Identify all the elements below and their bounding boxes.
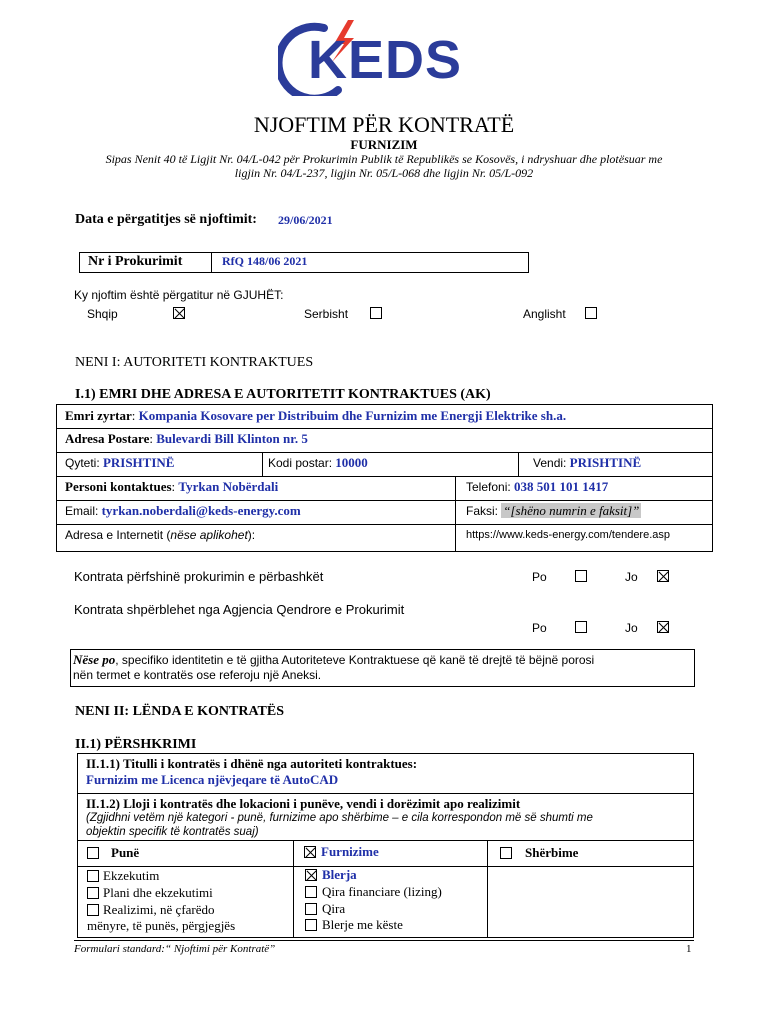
language-shqip-label: Shqip [87,307,118,321]
logo-wordmark: KEDS [308,30,463,90]
procurement-value[interactable]: RfQ 148/06 2021 [222,254,308,268]
city-value[interactable]: PRISHTINË [102,455,175,470]
joint-q2-po-checkbox[interactable] [575,621,587,633]
keds-logo [278,18,478,96]
language-anglisht-label: Anglisht [523,307,566,321]
joint-q1-po-label: Po [532,570,547,584]
works-item-execution: Ekzekutim [103,868,160,883]
works-item-plan: Plani dhe ekzekutimi [103,885,213,900]
page-subtitle: FURNIZIM [350,137,418,152]
internet-value[interactable]: https://www.keds-energy.com/tendere.asp [466,529,671,541]
section1-subheading: I.1) EMRI DHE ADRESA E AUTORITETIT KONTRAKTUES (AK) [75,387,491,402]
works-item-realization-cont: mënyre, të punës, përgjegjës [87,918,236,933]
supplies-item-rent-checkbox[interactable] [305,903,317,915]
supplies-checkbox[interactable] [304,846,316,858]
language-serbisht-label: Serbisht [304,307,349,321]
language-serbisht-checkbox[interactable] [370,307,382,319]
works-item-realization: Realizimi, në çfarëdo [103,902,215,917]
contract-title-value[interactable]: Furnizim me Licenca njëvjeqare të AutoCAD [86,772,339,787]
works-item-realization-checkbox[interactable] [87,904,99,916]
supplies-item-leasing: Qira financiare (lizing) [322,884,442,899]
joint-q1-jo-checkbox[interactable] [657,570,669,582]
procurement-label: Nr i Prokurimit [88,254,183,269]
supplies-item-leasing-checkbox[interactable] [305,886,317,898]
country-row [533,455,641,471]
phone-row [466,479,608,495]
page-title: NJOFTIM PËR KONTRATË [253,112,515,137]
joint-question-1: Kontrata përfshinë prokurimin e përbashkët [74,569,324,584]
services-label: Shërbime [525,845,579,860]
fax-value[interactable]: “[shëno numrin e faksit]” [503,503,640,518]
fax-row [466,503,641,519]
footer-divider [74,940,694,941]
contact-row: Personi kontaktues: Tyrkan Nobërdali [65,479,279,494]
joint-question-2: Kontrata shpërblehet nga Agjencia Qendrore e Prokurimit [74,602,405,617]
language-anglisht-checkbox[interactable] [585,307,597,319]
supplies-item-purchase-checkbox[interactable] [305,869,317,881]
phone-value[interactable]: 038 501 101 1417 [513,479,609,494]
joint-note-bold: Nëse po [73,652,116,667]
section1-heading: NENI I: AUTORITETI KONTRAKTUES [75,355,314,370]
legal-line-2: ligjin Nr. 04/L-237, ligjin Nr. 05/L-068 dhe ligjin Nr. 05/L-092 [234,166,534,180]
joint-q2-jo-label: Jo [625,621,638,635]
official-name-label: Emri zyrtar [65,408,132,423]
email-value[interactable]: tyrkan.noberdali@keds-energy.com [101,503,301,518]
country-value[interactable]: PRISHTINË [569,455,642,470]
contract-title-label: II.1.1) Titulli i kontratës i dhënë nga autoriteti kontraktues: [86,756,418,771]
city-row [65,455,174,471]
joint-q1-jo-label: Jo [625,570,638,584]
works-label: Punë [111,845,140,860]
contract-type-label: II.1.2) Lloji i kontratës dhe lokacioni i punëve, vendi i dorëzimit apo realizimit [86,796,521,811]
language-shqip-checkbox[interactable] [173,307,185,319]
joint-q2-po-label: Po [532,621,547,635]
postal-address-label: Adresa Postare [65,431,150,446]
internet-label-a: Adresa e Internetit ( [65,528,171,542]
language-intro: Ky njoftim është përgatitur në GJUHËT: [74,288,284,302]
supplies-item-rent: Qira [322,901,346,916]
fax-label: Faksi: [466,504,499,518]
internet-label-b: nëse aplikohet [170,528,248,542]
supplies-item-installments-checkbox[interactable] [305,919,317,931]
internet-row [65,528,255,542]
services-checkbox[interactable] [500,847,512,859]
works-checkbox[interactable] [87,847,99,859]
footer-page-number: 1 [686,943,692,955]
supplies-item-purchase: Blerja [322,867,357,882]
joint-note-rest-1: , specifiko identitetin e të gjitha Autoriteteve Kontraktuese që kanë të drejtë të bëjnë porosi [115,653,595,667]
email-label: Email: [65,504,99,518]
works-item-execution-checkbox[interactable] [87,870,99,882]
city-label: Qyteti: [65,456,100,470]
country-label: Vendi: [533,456,567,470]
supplies-label: Furnizime [321,844,379,859]
phone-label: Telefoni: [466,480,511,494]
prep-date-value: 29/06/2021 [278,213,333,227]
contact-value[interactable]: Tyrkan Nobërdali [178,479,279,494]
prep-date-label: Data e përgatitjes së njoftimit: [75,212,257,227]
contract-type-hint-2: objektin specifik të kontratës suaj) [86,826,259,838]
postal-code-row [268,455,368,471]
contract-type-hint-1: (Zgjidhni vetëm një kategori - punë, furnizime apo shërbime – e cila korrespondon më së shumti me [86,812,593,824]
contact-label: Personi kontaktues [65,479,172,494]
official-name-value[interactable]: Kompania Kosovare per Distribuim dhe Furnizim me Energji Elektrike sh.a. [138,408,567,423]
joint-q1-po-checkbox[interactable] [575,570,587,582]
postal-address-row: Adresa Postare: Bulevardi Bill Klinton nr. 5 [65,431,308,446]
joint-note-line-2: nën termet e kontratës ose referoju një Aneksi. [73,668,322,682]
internet-label-c: ): [247,528,256,542]
joint-q2-jo-checkbox[interactable] [657,621,669,633]
section2-heading: NENI II: LËNDA E KONTRATËS [75,704,285,719]
joint-note-line-1 [73,652,594,668]
postal-code-label: Kodi postar: [268,456,333,470]
official-name-row: Emri zyrtar: Kompania Kosovare per Distribuim dhe Furnizim me Energji Elektrike sh.a. [65,408,567,423]
section2-subheading: II.1) PËRSHKRIMI [75,737,197,752]
footer-form-name: Formulari standard:“ Njoftimi për Kontratë” [74,943,276,955]
works-item-plan-checkbox[interactable] [87,887,99,899]
supplies-item-installments: Blerje me këste [322,917,403,932]
legal-line-1: Sipas Nenit 40 të Ligjit Nr. 04/L-042 për Prokurimin Publik të Republikës se Kosovës, i ndryshuar dhe plotësuar me [105,152,663,166]
postal-code-value[interactable]: 10000 [335,455,368,470]
postal-address-value[interactable]: Bulevardi Bill Klinton nr. 5 [156,431,308,446]
email-row [65,503,301,519]
